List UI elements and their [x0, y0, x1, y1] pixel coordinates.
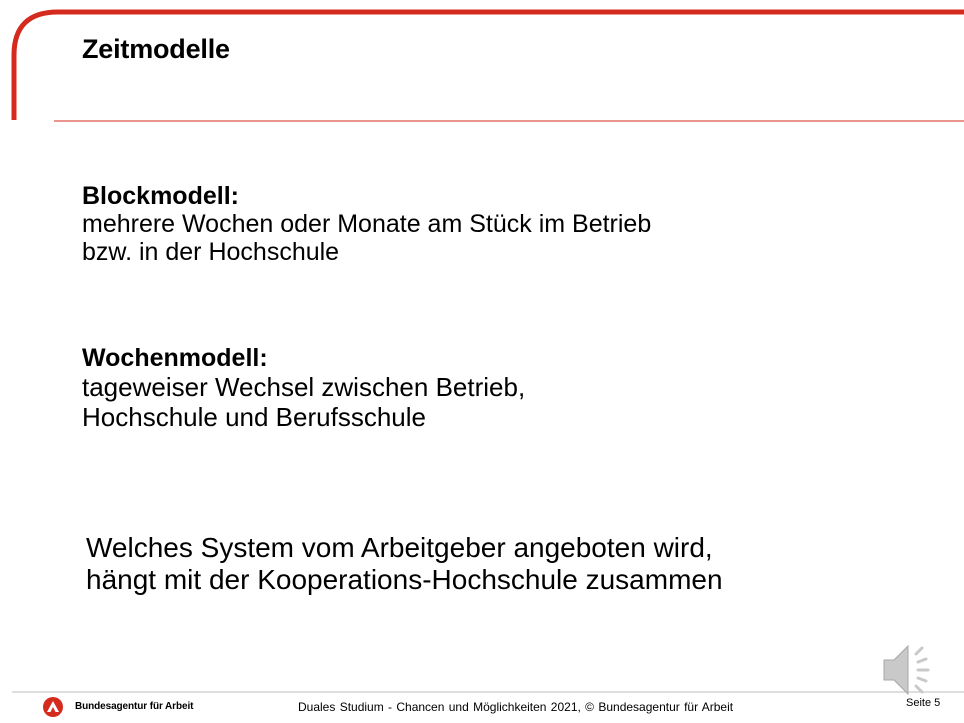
week-model-section [82, 344, 525, 432]
page-number: Seite 5 [906, 697, 941, 709]
block-model-line-2: bzw. in der Hochschule [82, 238, 340, 266]
footer-brand: Bundesagentur für Arbeit [75, 701, 194, 712]
week-model-heading: Wochenmodell: [82, 344, 268, 372]
block-model-line-1: mehrere Wochen oder Monate am Stück im Betrieb [82, 210, 652, 238]
block-model-heading: Blockmodell: [82, 182, 239, 210]
agency-logo-icon [42, 696, 70, 718]
block-model-section [82, 182, 651, 266]
note-text [86, 532, 723, 596]
footer-caption: Duales Studium - Chancen und Möglichkeiten 2021, © Bundesagentur für Arbeit [298, 700, 734, 714]
header-accent-curve [14, 12, 964, 120]
page-title: Zeitmodelle [82, 34, 230, 64]
week-model-line-2: Hochschule und Berufsschule [82, 402, 426, 432]
speaker-icon[interactable] [880, 640, 940, 700]
week-model-line-1: tageweiser Wechsel zwischen Betrieb, [82, 372, 526, 402]
note-line-1: Welches System vom Arbeitgeber angeboten wird, [86, 532, 713, 563]
note-line-2: hängt mit der Kooperations-Hochschule zusammen [86, 564, 723, 595]
